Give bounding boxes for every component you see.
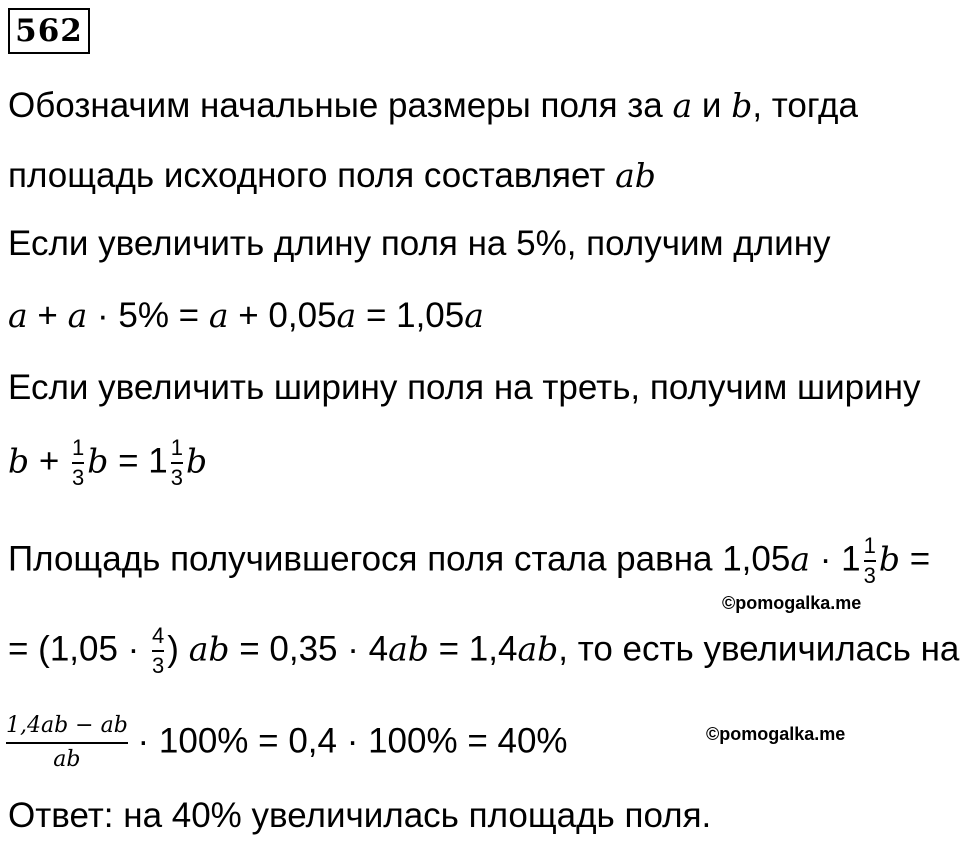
text: Обозначим начальные размеры поля за (8, 86, 673, 125)
text: + (27, 296, 68, 335)
var-a: a (8, 296, 28, 335)
text: , то есть увеличилась на (558, 629, 960, 669)
numerator: 1 (72, 435, 85, 460)
watermark: ©pomogalka.me (722, 593, 862, 613)
numerator: 1,4ab − ab (6, 713, 128, 738)
text-line-5: Если увеличить ширину поля на треть, получим ширину (8, 368, 921, 407)
watermark: ©pomogalka.me (706, 724, 846, 744)
numerator: 4 (152, 623, 165, 648)
text-line-3: Если увеличить длину поля на 5%, получим длину (8, 224, 831, 263)
fraction-four-thirds (152, 624, 164, 678)
text: + 0,05 (228, 296, 337, 335)
fraction-bar (864, 560, 876, 562)
fraction-bar (171, 462, 183, 464)
equation-length (8, 296, 484, 336)
var-a: a (672, 86, 693, 125)
text: = 1 (108, 441, 168, 481)
numerator: 1 (863, 533, 876, 558)
var-a: a (67, 296, 88, 335)
fraction-one-third (864, 534, 876, 588)
fraction-bar (6, 742, 128, 744)
var-a: a (464, 296, 484, 335)
text: = (1,05 · (8, 629, 150, 669)
problem-number: 562 (8, 8, 90, 54)
text-line-1 (8, 86, 858, 126)
var-ab: ab (188, 629, 230, 669)
text-line-2 (8, 156, 656, 196)
fraction-increase (6, 712, 128, 774)
text: = (899, 539, 931, 579)
fraction-one-third (171, 436, 183, 490)
text: · 100% = 0,4 · 100% = 40% (127, 721, 568, 761)
var-ab: ab (517, 629, 559, 669)
answer-line: Ответ: на 40% увеличилась площадь поля. (8, 796, 712, 835)
text: и (692, 86, 732, 125)
var-ab: ab (615, 156, 656, 195)
equation-result (8, 624, 959, 678)
text: = 0,35 · 4 (229, 629, 389, 669)
fraction-bar (152, 650, 164, 652)
var-b: b (731, 86, 753, 125)
fraction-bar (72, 462, 84, 464)
var-b: b (186, 441, 208, 481)
denominator: 3 (72, 465, 85, 490)
var-a: a (336, 296, 357, 335)
numerator: 1 (170, 435, 183, 460)
equation-area (8, 534, 930, 588)
text: площадь исходного поля составляет (8, 156, 616, 195)
denominator: 3 (170, 465, 183, 490)
var-a: a (790, 539, 811, 579)
text: ) (167, 629, 179, 669)
denominator: 3 (863, 563, 876, 588)
var-b: b (87, 441, 109, 481)
text: = 1,4 (428, 629, 518, 669)
var-a: a (208, 296, 229, 335)
text: = 1,05 (356, 296, 465, 335)
var-ab: ab (388, 629, 429, 669)
var-b: b (878, 539, 900, 579)
fraction-one-third (72, 436, 84, 490)
equation-percent (6, 712, 568, 774)
denominator: ab (53, 747, 81, 772)
text: · 1 (810, 539, 861, 579)
text: + (29, 441, 70, 481)
text: · 5% = (87, 296, 209, 335)
text: Площадь получившегося поля стала равна 1,05 (8, 539, 791, 579)
text: , тогда (752, 86, 858, 125)
equation-width (8, 436, 207, 490)
denominator: 3 (152, 653, 165, 678)
var-b: b (8, 441, 30, 481)
